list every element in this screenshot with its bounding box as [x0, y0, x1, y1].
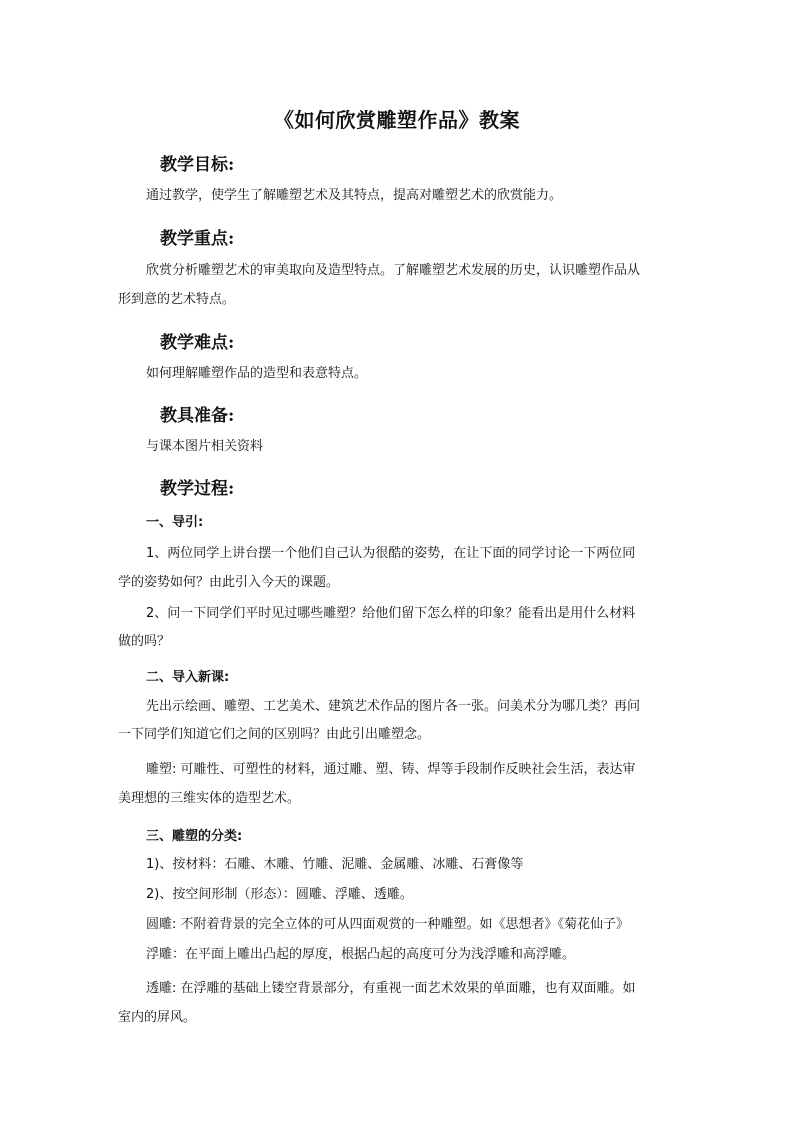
difficulty-heading: 教学难点:: [160, 333, 235, 353]
class-item2: 2)、按空间形制（形态）：圆雕、浮雕、透雕。: [146, 887, 413, 902]
part2-para1-line1: 先出示绘画、雕塑、工艺美术、建筑艺术作品的图片各一张。问美术分为哪几类？再问: [146, 699, 641, 714]
part1-item2-line1: 2、问一下同学们平时见过哪些雕塑？给他们留下怎么样的印象？能看出是用什么材料: [146, 606, 636, 621]
key-text-line2: 形到意的艺术特点。: [118, 292, 236, 307]
part3-title: 三、雕塑的分类:: [146, 829, 243, 844]
part1-item1-line1: 1、两位同学上讲台摆一个他们自己认为很酷的姿势，在让下面的同学讨论一下两位同: [146, 546, 636, 561]
part2-para2-line2: 美理想的三维实体的造型艺术。: [118, 791, 301, 806]
tools-text: 与课本图片相关资料: [146, 439, 264, 454]
part1-item1-line2: 学的姿势如何？由此引入今天的课题。: [118, 575, 340, 590]
page-title: 《如何欣赏雕塑作品》教案: [274, 108, 520, 132]
part2-title: 二、导入新课:: [146, 670, 230, 685]
goal-heading: 教学目标:: [160, 155, 235, 175]
goal-text: 通过教学，使学生了解雕塑艺术及其特点，提高对雕塑艺术的欣赏能力。: [146, 188, 563, 203]
difficulty-text: 如何理解雕塑作品的造型和表意特点。: [146, 366, 368, 381]
class-openwork-line2: 室内的屏风。: [118, 1010, 197, 1025]
class-round: 圆雕: 不附着背景的完全立体的可从四面观赏的一种雕塑。如《思想者》《菊花仙子》: [146, 917, 630, 932]
tools-heading: 教具准备:: [160, 406, 235, 426]
part1-item2-line2: 做的吗？: [118, 634, 171, 649]
key-heading: 教学重点:: [160, 229, 235, 249]
key-text-line1: 欣赏分析雕塑艺术的审美取向及造型特点。了解雕塑艺术发展的历史，认识雕塑作品从: [146, 263, 641, 278]
process-heading: 教学过程:: [160, 479, 235, 499]
class-openwork-line1: 透雕: 在浮雕的基础上镂空背景部分，有重视一面艺术效果的单面雕，也有双面雕。如: [146, 981, 636, 996]
part2-para2-line1: 雕塑: 可雕性、可塑性的材料，通过雕、塑、铸、焊等手段制作反映社会生活，表达审: [146, 762, 636, 777]
class-item1: 1)、按材料：石雕、木雕、竹雕、泥雕、金属雕、冰雕、石膏像等: [146, 857, 524, 872]
class-relief: 浮雕：在平面上雕出凸起的厚度，根据凸起的高度可分为浅浮雕和高浮雕。: [146, 947, 576, 962]
part1-title: 一、导引:: [146, 515, 204, 530]
part2-para1-line2: 一下同学们知道它们之间的区别吗？由此引出雕塑念。: [118, 727, 431, 742]
